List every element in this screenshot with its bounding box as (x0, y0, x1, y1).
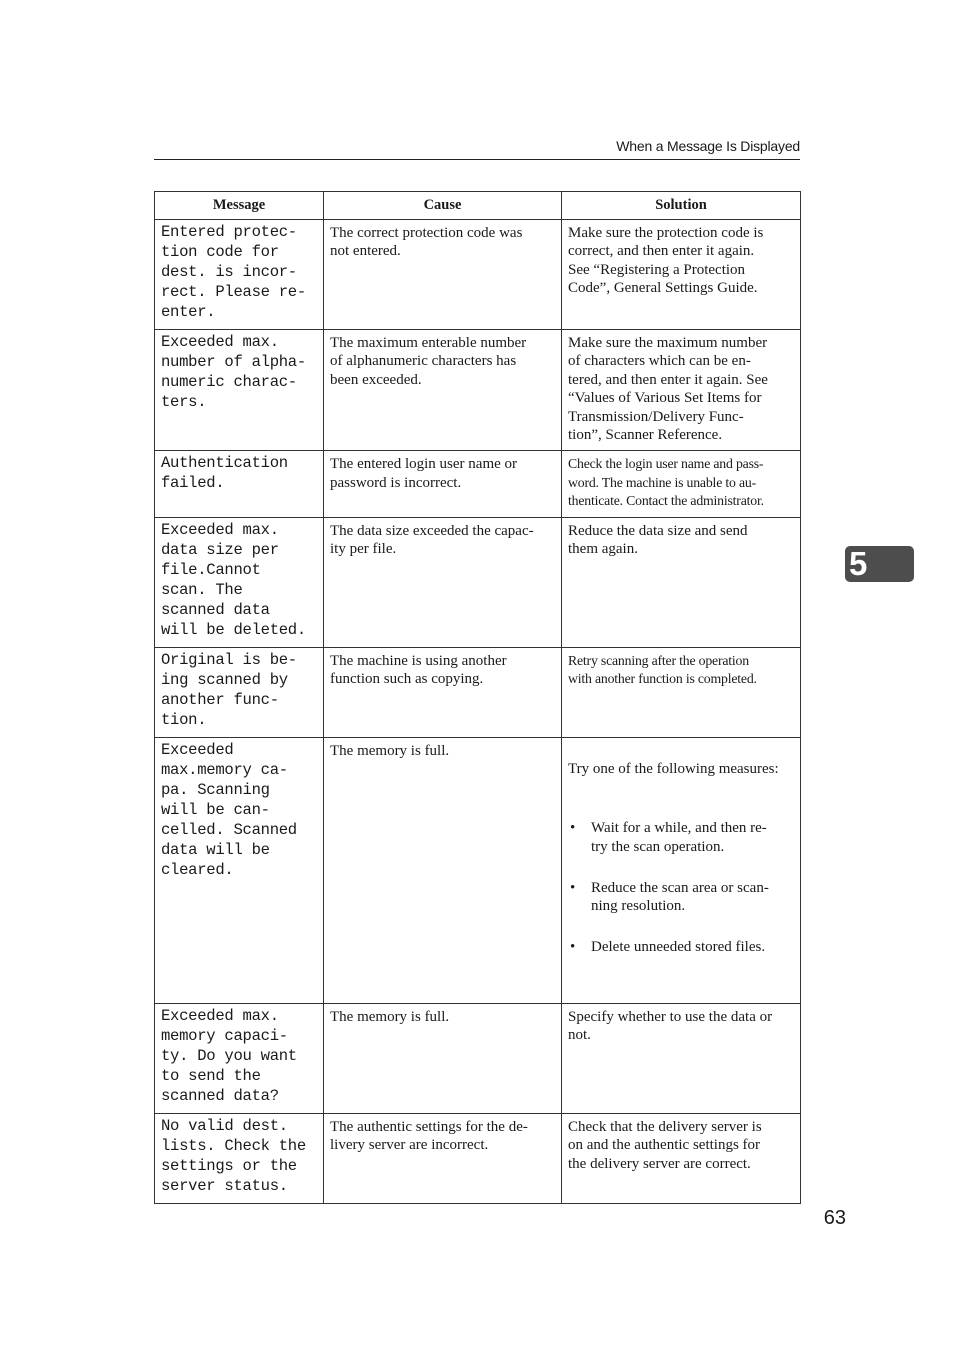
solution-cell: Specify whether to use the data or not. (568, 1008, 773, 1044)
message-cell: No valid dest. lists. Check the settings or the server status. (161, 1116, 306, 1195)
cause-cell: The authentic settings for the de- livery server are incorrect. (330, 1118, 528, 1154)
message-cell: Exceeded max. memory capaci- ty. Do you want to send the scanned data? (161, 1006, 297, 1105)
solution-cell: Retry scanning after the operation with another function is completed. (568, 652, 757, 687)
cause-cell: The memory is full. (330, 742, 450, 759)
solution-cell: Check that the delivery server is on and the authentic settings for the delivery server are correct. (568, 1118, 762, 1172)
solution-cell: Make sure the protection code is correct, and then enter it again. See “Registering a Protection Code”, General Settings Guide. (568, 225, 764, 297)
table-row (155, 647, 801, 737)
solution-bullet (568, 879, 794, 916)
bullet-icon: • (570, 820, 576, 837)
solution-bullet (568, 938, 794, 956)
message-cell: Exceeded max.memory ca- pa. Scanning will be can- celled. Scanned data will be cleared. (161, 740, 297, 879)
solution-bullet-text: Delete unneeded stored files. (591, 938, 766, 955)
message-cell: Entered protec- tion code for dest. is incor- rect. Please re- enter. (161, 223, 306, 321)
header-rule (154, 159, 800, 160)
solution-bullet-text: Reduce the scan area or scan- ning resolution. (591, 879, 769, 914)
table-header-row (155, 192, 801, 220)
solution-bullet-text: Wait for a while, and then re- try the scan operation. (591, 820, 767, 855)
cause-cell: The machine is using another function such as copying. (330, 652, 507, 688)
message-cell: Original is be- ing scanned by another func- tion. (161, 650, 297, 729)
cause-cell: The entered login user name or password is incorrect. (330, 456, 518, 491)
page-number: 63 (823, 1207, 846, 1229)
solution-cell: Check the login user name and pass- word. The machine is unable to au- thenticate. Contact the administrator. (568, 456, 764, 509)
table-row (155, 1113, 801, 1203)
solution-intro: Try one of the following measures: (568, 761, 779, 778)
running-header: When a Message Is Displayed (616, 138, 800, 154)
chapter-tab (845, 546, 914, 582)
bullet-icon: • (570, 879, 576, 896)
cause-cell: The data size exceeded the capac- ity per file. (330, 522, 534, 558)
solution-cell: Reduce the data size and send them again. (568, 522, 748, 558)
message-cell: Exceeded max. data size per file.Cannot scan. The scanned data will be deleted. (161, 520, 306, 639)
table-row (155, 737, 801, 1003)
column-header-cause: Cause (324, 192, 562, 220)
table-row (155, 517, 801, 647)
table-row (155, 1003, 801, 1113)
solution-cell: Make sure the maximum number of characters which can be en- tered, and then enter it again. See “Values of Various Set Items for Transmission/Delivery Func- tion”, Scanner Reference. (568, 335, 768, 444)
table-row (155, 451, 801, 517)
cause-cell: The maximum enterable number of alphanumeric characters has been exceeded. (330, 335, 527, 388)
message-cell: Authentication failed. (161, 454, 288, 493)
cause-cell: The correct protection code was not entered. (330, 225, 523, 260)
cause-cell: The memory is full. (330, 1008, 450, 1025)
message-cell: Exceeded max. number of alpha- numeric charac- ters. (161, 333, 306, 411)
bullet-icon: • (570, 938, 576, 955)
solution-cell (562, 738, 800, 1003)
chapter-number: 5 (849, 545, 868, 582)
solution-bullet-list (568, 801, 794, 979)
table-row (155, 220, 801, 330)
column-header-message: Message (155, 192, 324, 220)
message-table (154, 191, 801, 1204)
column-header-solution: Solution (562, 192, 801, 220)
table-row (155, 330, 801, 451)
solution-bullet (568, 819, 794, 856)
